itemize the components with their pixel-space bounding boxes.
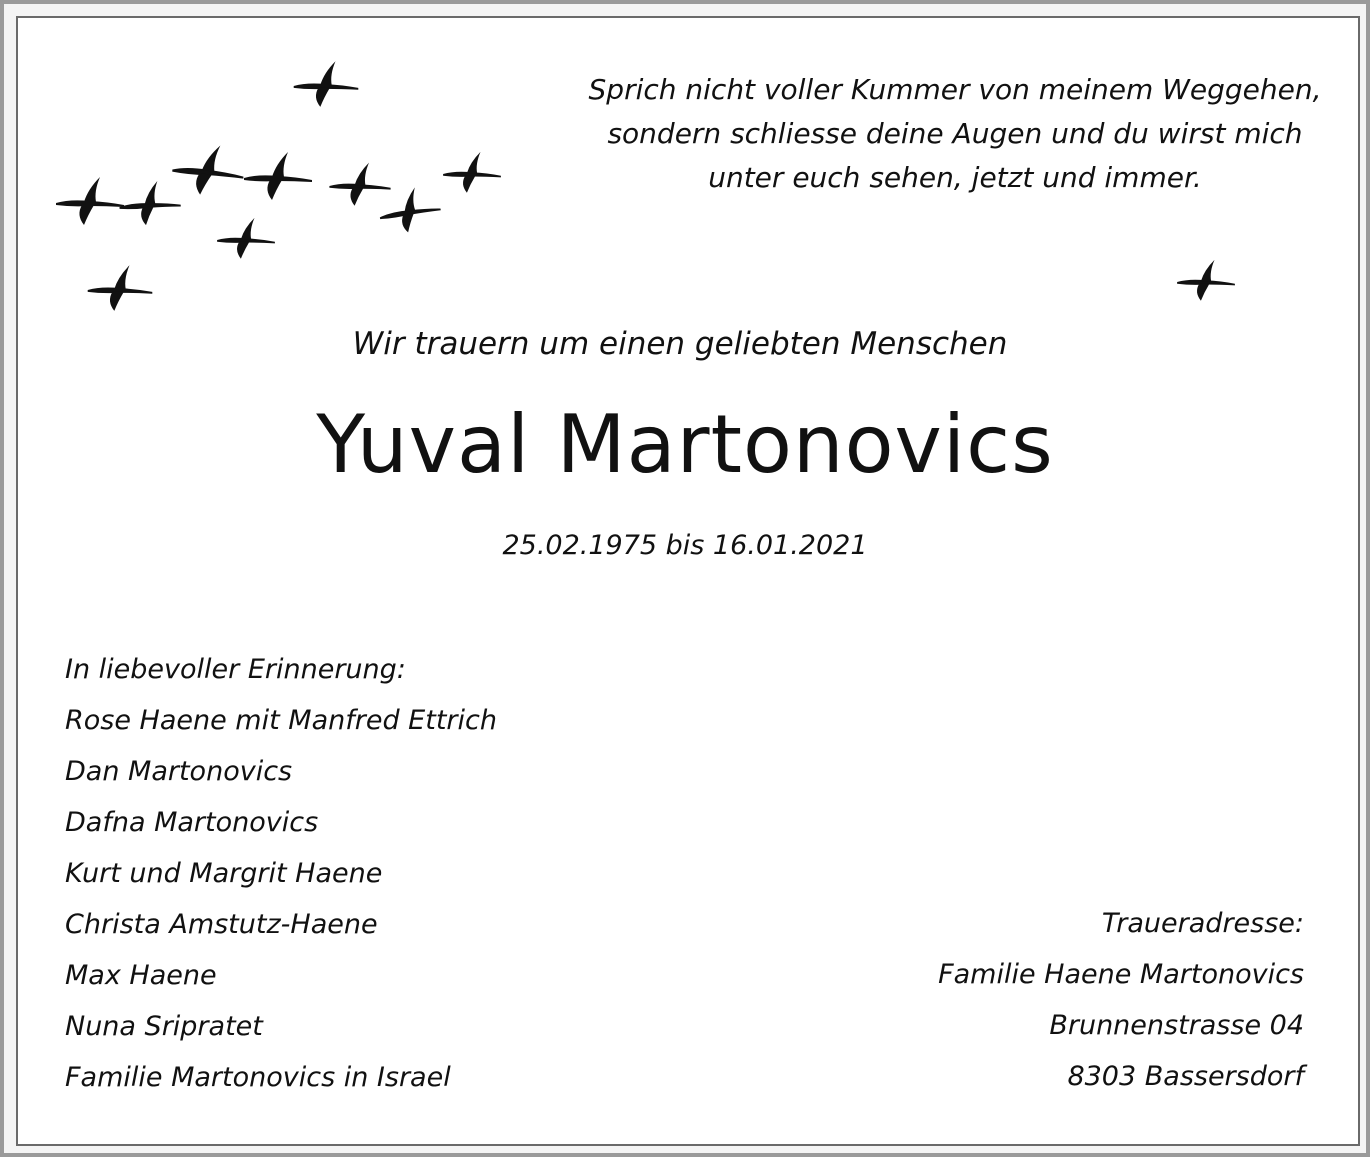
mourners-list (65, 648, 497, 1107)
mourners-heading: In liebevoller Erinnerung: (65, 654, 406, 685)
crane-icon (171, 142, 246, 197)
address-heading: Traueradresse: (1101, 908, 1304, 939)
mourner-name: Dan Martonovics (65, 756, 293, 787)
mourning-address (938, 902, 1304, 1106)
mourner-name: Rose Haene mit Manfred Ettrich (65, 705, 497, 736)
crane-icon (443, 152, 501, 193)
crane-icon (244, 152, 312, 200)
address-line: Familie Haene Martonovics (938, 959, 1304, 990)
mourner-name: Kurt und Margrit Haene (65, 858, 383, 889)
crane-icon (56, 177, 124, 225)
quote-line: sondern schliesse deine Augen und du wirst mich (607, 117, 1303, 150)
life-dates: 25.02.1975 bis 16.01.2021 (502, 530, 868, 561)
mourner-name: Max Haene (65, 960, 217, 991)
mourner-name: Familie Martonovics in Israel (65, 1062, 451, 1093)
mourner-name: Dafna Martonovics (65, 807, 319, 838)
mourner-name: Christa Amstutz-Haene (65, 909, 378, 940)
crane-icon (217, 218, 275, 259)
quote-line: Sprich nicht voller Kummer von meinem Weggehen, (588, 73, 1322, 106)
mourner-name: Nuna Sripratet (65, 1011, 263, 1042)
deceased-name: Yuval Martonovics (316, 398, 1054, 491)
address-line: Brunnenstrasse 04 (1049, 1010, 1304, 1041)
crane-icon (1177, 260, 1235, 301)
crane-icon (88, 265, 153, 311)
quote-line: unter euch sehen, jetzt und immer. (708, 161, 1202, 194)
memorial-quote (560, 68, 1350, 200)
address-line: 8303 Bassersdorf (1067, 1061, 1304, 1092)
crane-icon (376, 184, 444, 237)
crane-icon (329, 163, 390, 206)
crane-icon (294, 61, 359, 107)
mourning-subtitle: Wir trauern um einen geliebten Menschen (352, 326, 1008, 362)
crane-icon (118, 180, 182, 227)
